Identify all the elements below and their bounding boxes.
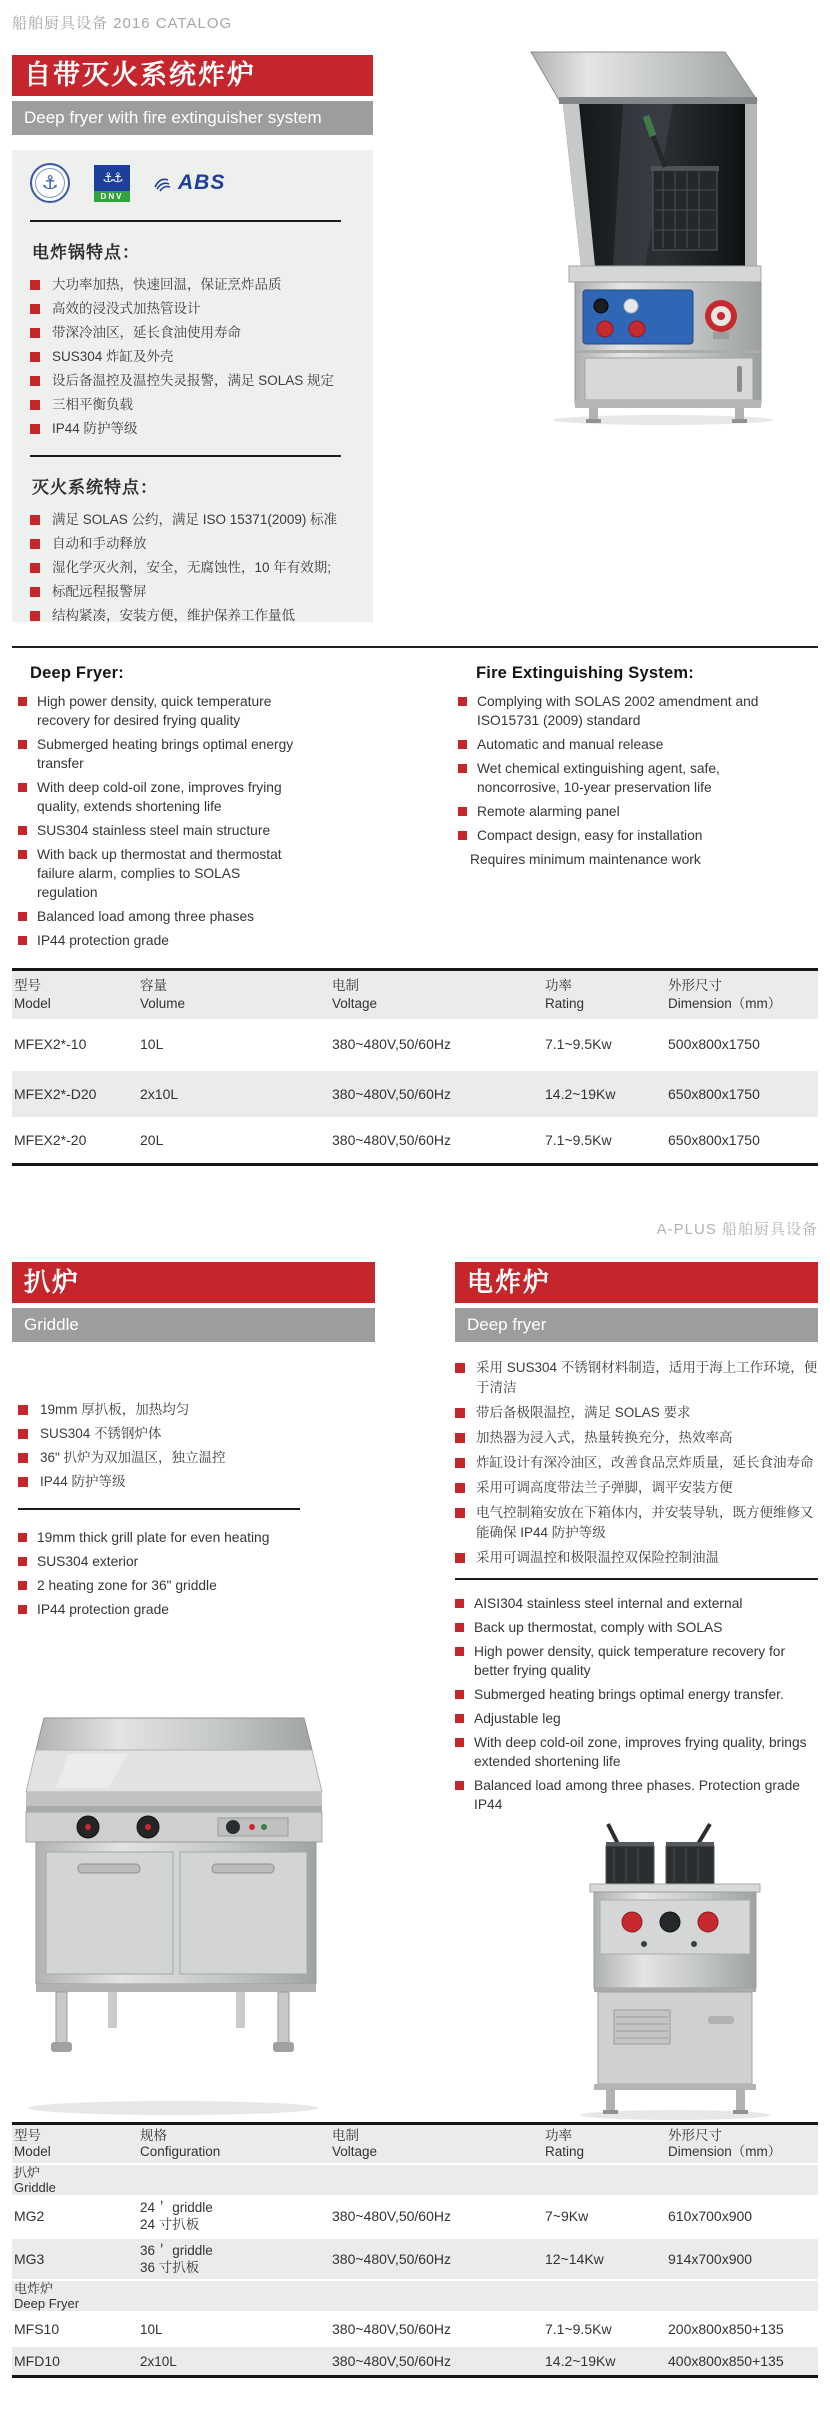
dnv-classification-logo-icon	[94, 165, 130, 202]
feature-text: Complying with SOLAS 2002 amendment and ISO15731 (2009) standard	[477, 694, 759, 728]
list-item	[30, 604, 359, 628]
cell-voltage: 380~480V,50/60Hz	[332, 2208, 451, 2224]
table-group-row	[12, 2163, 818, 2195]
table-row	[12, 2237, 818, 2279]
bullet-square-icon	[455, 1623, 464, 1632]
cell-configuration: 10L	[140, 2321, 163, 2337]
bullet-square-icon	[18, 1405, 28, 1415]
feature-text: Submerged heating brings optimal energy transfer.	[474, 1687, 784, 1702]
bullet-square-icon	[18, 1533, 27, 1542]
header-cell: 外形尺寸 Dimension（mm）	[668, 2128, 782, 2159]
list-item	[30, 297, 359, 321]
feature-text: 电气控制箱安放在下箱体内，并安装导轨，既方便维修又能确保 IP44 防护等级	[476, 1505, 814, 1540]
bullet-square-icon	[458, 831, 467, 840]
cell-voltage: 380~480V,50/60Hz	[332, 2321, 451, 2337]
cell-model: MFD10	[14, 2353, 60, 2369]
bullet-square-icon	[30, 563, 40, 573]
feature-text: With deep cold-oil zone, improves frying quality, extends shortening life	[37, 780, 282, 814]
table-row	[12, 2345, 818, 2375]
feature-text: SUS304 炸缸及外壳	[52, 349, 174, 364]
bullet-square-icon	[455, 1738, 464, 1747]
bullet-square-icon	[455, 1458, 465, 1468]
feature-text: 采用可调温控和极限温控双保险控制油温	[476, 1550, 719, 1565]
features-panel	[12, 150, 373, 622]
header-cell: 功率 Rating	[545, 2128, 585, 2159]
fryer-title-cn: 电炸炉	[455, 1262, 818, 1303]
feature-text: SUS304 exterior	[37, 1554, 139, 1569]
fire-ext-en-heading: Fire Extinguishing System:	[476, 664, 694, 682]
ext-features-cn-list	[22, 508, 359, 628]
list-item	[458, 692, 786, 730]
cell-rating: 7.1~9.5Kw	[545, 1036, 612, 1052]
feature-text: 湿化学灭火剂，安全，无腐蚀性，10 年有效期;	[52, 560, 332, 575]
feature-text: Compact design, easy for installation	[477, 828, 703, 843]
list-item	[455, 1618, 823, 1637]
feature-text: IP44 protection grade	[37, 933, 169, 948]
feature-text: High power density, quick temperature recovery for desired frying quality	[37, 694, 272, 728]
list-item	[455, 1358, 823, 1398]
list-item	[30, 321, 359, 345]
bullet-square-icon	[458, 697, 467, 706]
fryer-features-cn-list	[22, 273, 359, 441]
cell-model: MG3	[14, 2251, 45, 2267]
bullet-square-icon	[18, 912, 27, 921]
deep-fryer-extinguisher-product-image	[505, 40, 805, 425]
fire-ext-en-list	[452, 692, 786, 845]
list-item	[455, 1642, 823, 1680]
bullet-square-icon	[458, 764, 467, 773]
fryer-title-en: Deep fryer	[455, 1308, 818, 1342]
catalog-header: 船舶厨具设备 2016 CATALOG	[12, 15, 233, 32]
list-item	[30, 556, 359, 580]
bullet-square-icon	[458, 807, 467, 816]
feature-text: 19mm thick grill plate for even heating	[37, 1530, 270, 1545]
bullet-square-icon	[455, 1553, 465, 1563]
feature-text: SUS304 stainless steel main structure	[37, 823, 271, 838]
cell-rating: 7.1~9.5Kw	[545, 1132, 612, 1148]
list-item	[18, 735, 304, 773]
list-item	[18, 778, 304, 816]
list-item	[455, 1733, 823, 1771]
feature-text: 三相平衡负载	[52, 397, 133, 412]
dnv-label: DNV	[94, 191, 130, 202]
header-cell: 外形尺寸 Dimension（mm）	[668, 978, 782, 1011]
feature-text: 标配远程报警屏	[52, 584, 147, 599]
cell-rating: 12~14Kw	[545, 2251, 604, 2267]
griddle-title-en: Griddle	[12, 1308, 375, 1342]
bullet-square-icon	[18, 740, 27, 749]
list-item	[18, 1446, 432, 1470]
group-label: 扒炉 Griddle	[14, 2165, 56, 2195]
feature-text: IP44 防护等级	[40, 1474, 126, 1489]
bullet-square-icon	[455, 1363, 465, 1373]
list-item	[18, 1398, 432, 1422]
section-title-cn: 自带灭火系统炸炉	[12, 55, 373, 96]
bullet-square-icon	[18, 1477, 28, 1487]
feature-text: 结构紧凑，安装方便，维护保养工作量低	[52, 608, 295, 623]
list-item	[18, 907, 304, 926]
cell-model: MFEX2*-D20	[14, 1086, 97, 1102]
list-item	[18, 821, 304, 840]
header-cell: 型号 Model	[14, 978, 51, 1011]
list-item	[458, 735, 786, 754]
cell-volume: 10L	[140, 1036, 164, 1052]
bullet-square-icon	[18, 783, 27, 792]
list-item	[18, 692, 304, 730]
divider	[12, 646, 818, 648]
list-item	[458, 759, 786, 797]
list-item	[455, 1428, 823, 1448]
cell-dimension: 650x800x1750	[668, 1086, 760, 1102]
feature-text: 36" 扒炉为双加温区，独立温控	[40, 1450, 226, 1465]
bullet-square-icon	[30, 376, 40, 386]
header-cell: 功率 Rating	[545, 978, 585, 1011]
list-item	[458, 826, 786, 845]
feature-text: 满足 SOLAS 公约，满足 ISO 15371(2009) 标准	[52, 512, 338, 527]
feature-text: 采用 SUS304 不锈钢材料制造，适用于海上工作环境，便于清洁	[476, 1360, 818, 1395]
list-item	[30, 580, 359, 604]
list-item	[455, 1503, 823, 1543]
fire-ext-note: Requires minimum maintenance work	[470, 852, 701, 867]
table-row	[12, 1019, 818, 1069]
bullet-square-icon	[455, 1483, 465, 1493]
fire-ext-en-features	[452, 664, 786, 869]
cell-dimension: 610x700x900	[668, 2208, 753, 2224]
table-header-row	[12, 971, 818, 1019]
feature-text: 19mm 厚扒板，加热均匀	[40, 1402, 190, 1417]
bullet-square-icon	[18, 936, 27, 945]
dnv-anchor-icon: ⚓⚓	[94, 165, 130, 191]
deep-fryer-en-heading: Deep Fryer:	[30, 664, 124, 682]
divider	[455, 1578, 818, 1580]
ext-features-cn-heading: 灭火系统特点：	[32, 478, 158, 497]
header-cell: 型号 Model	[14, 2128, 51, 2159]
list-item	[18, 1528, 432, 1547]
feature-text: 设后备温控及温控失灵报警，满足 SOLAS 规定	[52, 373, 335, 388]
feature-text: 带后备极限温控，满足 SOLAS 要求	[476, 1405, 691, 1420]
cell-configuration: 2x10L	[140, 2353, 177, 2369]
list-item	[30, 369, 359, 393]
bullet-square-icon	[18, 697, 27, 706]
list-item	[18, 1600, 432, 1619]
griddle-en-list	[12, 1528, 432, 1619]
feature-text: Adjustable leg	[474, 1711, 561, 1726]
bullet-square-icon	[455, 1781, 464, 1790]
bullet-square-icon	[30, 611, 40, 621]
bullet-square-icon	[458, 740, 467, 749]
divider	[18, 1508, 300, 1510]
feature-text: 2 heating zone for 36" griddle	[37, 1578, 217, 1593]
feature-text: AISI304 stainless steel internal and external	[474, 1596, 743, 1611]
list-item	[455, 1594, 823, 1613]
feature-text: High power density, quick temperature recovery for better frying quality	[474, 1644, 786, 1678]
header-cell: 电制 Voltage	[332, 978, 378, 1011]
list-item	[18, 845, 304, 902]
feature-text: Remote alarming panel	[477, 804, 620, 819]
feature-text: IP44 防护等级	[52, 421, 138, 436]
spec-table-fryer-system	[12, 968, 818, 1166]
list-item	[455, 1776, 823, 1814]
table-header-row	[12, 2125, 818, 2163]
bullet-square-icon	[30, 539, 40, 549]
list-item	[30, 508, 359, 532]
bullet-square-icon	[455, 1408, 465, 1418]
griddle-product-image	[8, 1688, 338, 2118]
feature-text: With back up thermostat and thermostat failure alarm, complies to SOLAS regulation	[37, 847, 282, 900]
fryer-en-list	[455, 1594, 823, 1814]
section-title-en: Deep fryer with fire extinguisher system	[12, 101, 373, 135]
cell-rating: 7.1~9.5Kw	[545, 2321, 612, 2337]
bullet-square-icon	[30, 328, 40, 338]
cell-model: MFS10	[14, 2321, 60, 2337]
bullet-square-icon	[455, 1647, 464, 1656]
cell-model: MFEX2*-10	[14, 1036, 87, 1052]
bullet-square-icon	[30, 280, 40, 290]
bullet-square-icon	[455, 1714, 464, 1723]
bullet-square-icon	[455, 1433, 465, 1443]
cell-rating: 14.2~19Kw	[545, 1086, 616, 1102]
cell-voltage: 380~480V,50/60Hz	[332, 1086, 451, 1102]
divider	[30, 220, 341, 222]
feature-text: Wet chemical extinguishing agent, safe, noncorrosive, 10-year preservation life	[477, 761, 720, 795]
feature-text: Automatic and manual release	[477, 737, 664, 752]
bullet-square-icon	[30, 587, 40, 597]
bullet-square-icon	[30, 515, 40, 525]
bullet-square-icon	[18, 1557, 27, 1566]
cell-dimension: 200x800x850+135	[668, 2321, 784, 2337]
abs-eagle-icon	[154, 174, 176, 192]
list-item	[18, 1470, 432, 1494]
brand-note: A-PLUS 船舶厨具设备	[656, 1221, 818, 1238]
list-item	[455, 1548, 823, 1568]
deep-fryer-en-list	[12, 692, 304, 950]
fryer-features	[455, 1358, 823, 1819]
list-item	[30, 393, 359, 417]
abs-classification-logo-icon	[154, 171, 225, 195]
bullet-square-icon	[18, 1453, 28, 1463]
list-item	[455, 1453, 823, 1473]
cell-voltage: 380~480V,50/60Hz	[332, 2251, 451, 2267]
table-group-row	[12, 2279, 818, 2311]
group-label: 电炸炉 Deep Fryer	[14, 2281, 80, 2311]
electric-fryer-product-image	[548, 1820, 803, 2120]
feature-text: 炸缸设计有深冷油区，改善食品烹炸质量，延长食油寿命	[476, 1455, 814, 1470]
table-row	[12, 2311, 818, 2345]
feature-text: 带深冷油区，延长食油使用寿命	[52, 325, 241, 340]
table-row	[12, 1069, 818, 1117]
cell-dimension: 914x700x900	[668, 2251, 753, 2267]
feature-text: 自动和手动释放	[52, 536, 147, 551]
bullet-square-icon	[455, 1690, 464, 1699]
cell-volume: 2x10L	[140, 1086, 179, 1102]
bullet-square-icon	[18, 1429, 28, 1439]
bullet-square-icon	[30, 400, 40, 410]
cell-model: MFEX2*-20	[14, 1132, 87, 1148]
cell-voltage: 380~480V,50/60Hz	[332, 1036, 451, 1052]
list-item	[455, 1709, 823, 1728]
list-item	[18, 1422, 432, 1446]
bullet-square-icon	[18, 850, 27, 859]
cell-dimension: 400x800x850+135	[668, 2353, 784, 2369]
bullet-square-icon	[18, 1605, 27, 1614]
cell-voltage: 380~480V,50/60Hz	[332, 2353, 451, 2369]
spec-table-griddle-fryer	[12, 2122, 818, 2378]
fryer-cn-list	[455, 1358, 823, 1568]
feature-text: 高效的浸没式加热管设计	[52, 301, 201, 316]
bullet-square-icon	[18, 1581, 27, 1590]
header-cell: 规格 Configuration	[140, 2128, 221, 2159]
fryer-features-cn-heading: 电炸锅特点：	[32, 243, 140, 262]
divider	[30, 455, 341, 457]
bullet-square-icon	[455, 1599, 464, 1608]
cell-configuration: 36＇ griddle 36 寸扒板	[140, 2243, 213, 2275]
bullet-square-icon	[30, 424, 40, 434]
table-row	[12, 1117, 818, 1163]
feature-text: 大功率加热，快速回温，保证烹炸品质	[52, 277, 282, 292]
feature-text: IP44 protection grade	[37, 1602, 169, 1617]
feature-text: With deep cold-oil zone, improves frying quality, brings extended shortening life	[474, 1735, 807, 1769]
cell-configuration: 24＇ griddle 24 寸扒板	[140, 2200, 213, 2232]
header-cell: 容量 Volume	[140, 978, 186, 1011]
deep-fryer-en-features	[12, 664, 304, 955]
ccs-classification-logo-icon: ⚓	[30, 163, 70, 203]
list-item	[18, 1552, 432, 1571]
feature-text: SUS304 不锈钢炉体	[40, 1426, 162, 1441]
feature-text: 加热器为浸入式，热量转换充分，热效率高	[476, 1430, 733, 1445]
bullet-square-icon	[30, 352, 40, 362]
bullet-square-icon	[18, 826, 27, 835]
cell-model: MG2	[14, 2208, 45, 2224]
list-item	[30, 532, 359, 556]
feature-text: Submerged heating brings optimal energy transfer	[37, 737, 294, 771]
table-row	[12, 2195, 818, 2237]
griddle-features	[12, 1398, 432, 1624]
bullet-square-icon	[455, 1508, 465, 1518]
abs-label: ABS	[178, 171, 226, 194]
feature-text: Back up thermostat, comply with SOLAS	[474, 1620, 723, 1635]
certification-logos	[30, 160, 359, 206]
cell-voltage: 380~480V,50/60Hz	[332, 1132, 451, 1148]
list-item	[18, 1576, 432, 1595]
feature-text: Balanced load among three phases	[37, 909, 255, 924]
cell-rating: 7~9Kw	[545, 2208, 589, 2224]
list-item	[458, 802, 786, 821]
list-item	[455, 1685, 823, 1704]
list-item	[18, 931, 304, 950]
griddle-title-cn: 扒炉	[12, 1262, 375, 1303]
list-item	[30, 273, 359, 297]
list-item	[455, 1478, 823, 1498]
cell-dimension: 650x800x1750	[668, 1132, 760, 1148]
list-item	[30, 345, 359, 369]
list-item	[455, 1403, 823, 1423]
cell-volume: 20L	[140, 1132, 164, 1148]
bullet-square-icon	[30, 304, 40, 314]
header-cell: 电制 Voltage	[332, 2128, 378, 2159]
list-item	[30, 417, 359, 441]
feature-text: 采用可调高度带法兰子弹脚，调平安装方便	[476, 1480, 733, 1495]
cell-dimension: 500x800x1750	[668, 1036, 760, 1052]
cell-rating: 14.2~19Kw	[545, 2353, 616, 2369]
feature-text: Balanced load among three phases. Protection grade IP44	[474, 1778, 800, 1812]
griddle-cn-list	[12, 1398, 432, 1494]
